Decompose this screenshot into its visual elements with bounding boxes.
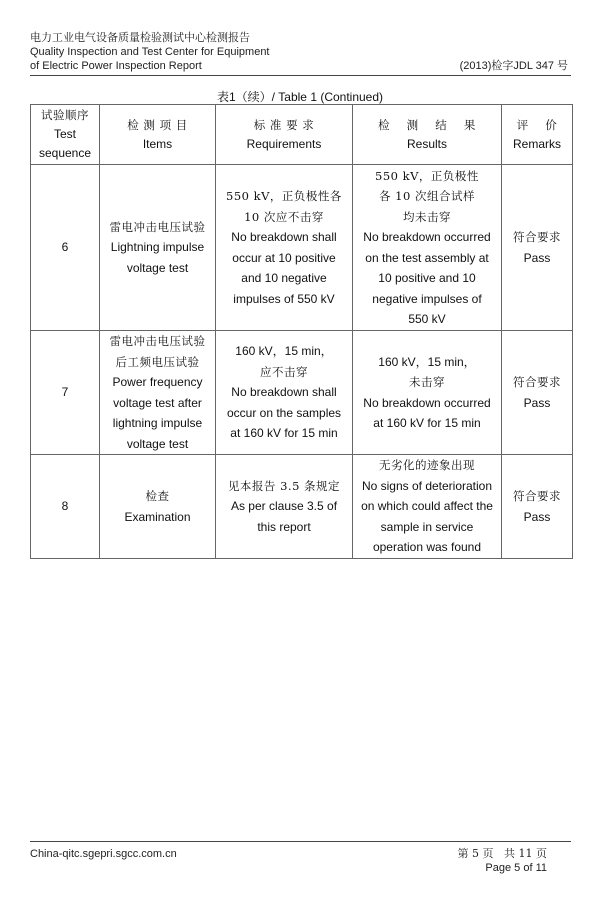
report-number: (2013)检字JDL 347 号 (459, 60, 568, 72)
row-6-result (353, 165, 502, 331)
row-8-remark-cn: 符合要求 (513, 489, 561, 503)
row-6-res-en-5: 550 kV (408, 312, 446, 326)
row-6-remark-en: Pass (523, 250, 551, 265)
row-7-result (353, 331, 502, 455)
row-8-res-en-2: on which could affect the (361, 499, 493, 514)
col-header-results-en: Results (406, 136, 447, 151)
col-header-sequence-cn: 试验顺序 (41, 108, 89, 122)
col-header-remarks (502, 105, 573, 165)
row-6-req-en-4: impulses of 550 kV (233, 291, 335, 306)
row-8-res-en-3: sample in service (380, 519, 474, 534)
row-7-res-en-2: at 160 kV for 15 min (373, 416, 481, 430)
row-6-res-cn-1: 550 kV，正负极性 (375, 168, 479, 183)
row-8-req-en-2: this report (257, 519, 311, 534)
row-7-item-en-1: Power frequency (112, 375, 203, 389)
row-6-res-en-4: negative impulses of (372, 291, 482, 306)
row-7-remark-cn: 符合要求 (513, 375, 561, 389)
row-6-res-cn-2: 各 10 次组合试样 (379, 189, 475, 203)
col-header-sequence-en-1: Test (53, 127, 76, 141)
row-8-remark-en: Pass (523, 509, 551, 524)
report-header (30, 31, 570, 73)
col-header-remarks-cn: 评 价 (516, 117, 558, 132)
row-7-sequence: 7 (31, 331, 100, 455)
row-7-res-1: 160 kV，15 min， (378, 354, 476, 369)
row-7-req-1: 160 kV，15 min， (235, 344, 333, 359)
page-number-cn: 第 5 页 共 11 页 (457, 847, 547, 860)
row-6-req-en-3: and 10 negative (241, 271, 327, 285)
table-caption: 表1（续）/ Table 1 (Continued) (216, 90, 384, 104)
header-rule (30, 75, 571, 76)
col-header-items-cn: 检 测 项 目 (127, 117, 188, 132)
col-header-sequence (31, 105, 100, 165)
row-8-res-cn: 无劣化的迹象出现 (379, 458, 475, 473)
row-6-res-en-1: No breakdown occurred (363, 230, 491, 244)
row-7-remark-en: Pass (523, 395, 551, 410)
row-6-remark-cn: 符合要求 (513, 230, 561, 244)
row-7-req-en-2: occur on the samples (226, 405, 342, 420)
col-header-items-en: Items (142, 136, 173, 151)
col-header-remarks-en: Remarks (512, 136, 561, 151)
col-header-sequence-en-2: sequence (38, 146, 92, 160)
row-7-item-cn-1: 雷电冲击电压试验 (109, 334, 206, 348)
page-number (458, 847, 547, 875)
row-6-item-en-2: voltage test (126, 260, 189, 275)
row-7-requirement (216, 331, 353, 455)
row-8-result (353, 455, 502, 559)
footer-website: China-qitc.sgepri.sgcc.com.cn (30, 848, 177, 860)
row-6-item-cn: 雷电冲击电压试验 (109, 219, 206, 234)
page-number-en: Page 5 of 11 (485, 862, 547, 874)
row-6-req-cn-2: 10 次应不击穿 (244, 209, 324, 224)
col-header-requirements-en: Requirements (246, 136, 322, 151)
col-header-results-cn: 检 测 结 果 (378, 117, 476, 132)
row-8-requirement (216, 455, 353, 559)
row-7-item (100, 331, 216, 455)
results-table (30, 104, 573, 559)
row-7-item-en-2: voltage test after (113, 395, 202, 410)
table-row (31, 455, 573, 559)
org-name-en-2: of Electric Power Inspection Report (30, 60, 202, 72)
col-header-requirements (216, 105, 353, 165)
row-7-item-cn-2: 后工频电压试验 (115, 354, 200, 369)
table-row (31, 331, 573, 455)
row-8-res-en-4: operation was found (372, 540, 482, 555)
row-8-item-en: Examination (124, 509, 191, 524)
row-7-res-en-1: No breakdown occurred (363, 395, 491, 410)
col-header-items (100, 105, 216, 165)
row-6-remark (502, 165, 573, 331)
row-8-sequence: 8 (31, 455, 100, 559)
row-8-item-cn: 检查 (145, 489, 170, 503)
row-6-req-en-2: occur at 10 positive (232, 250, 336, 265)
org-name-cn: 电力工业电气设备质量检验测试中心检测报告 (30, 31, 250, 44)
row-6-item-en-1: Lightning impulse (110, 240, 205, 255)
row-6-res-en-3: 10 positive and 10 (378, 271, 476, 285)
row-6-requirement (216, 165, 353, 331)
row-7-remark (502, 331, 573, 455)
table-row (31, 165, 573, 331)
row-8-req-en-1: As per clause 3.5 of (230, 499, 338, 514)
row-6-req-en-1: No breakdown shall (231, 230, 337, 244)
row-7-res-2: 未击穿 (409, 375, 445, 389)
row-6-res-cn-3: 均未击穿 (403, 209, 451, 224)
row-7-req-2: 应不击穿 (260, 364, 308, 379)
row-6-req-cn-1: 550 kV，正负极性各 (226, 189, 342, 203)
col-header-requirements-cn: 标 准 要 求 (253, 117, 315, 132)
org-name-en-1: Quality Inspection and Test Center for Equipment (30, 46, 270, 58)
row-6-res-en-2: on the test assembly at (365, 250, 489, 265)
row-8-item (100, 455, 216, 559)
footer-rule (30, 841, 571, 842)
row-8-req-cn: 见本报告 3.5 条规定 (227, 478, 341, 493)
row-7-item-en-3: lightning impulse (112, 416, 203, 430)
row-8-res-en-1: No signs of deterioration (361, 478, 493, 493)
row-7-req-en-1: No breakdown shall (231, 385, 337, 400)
row-6-item (100, 165, 216, 331)
col-header-results (353, 105, 502, 165)
row-7-item-en-4: voltage test (126, 436, 189, 451)
table-header-row (31, 105, 573, 165)
row-7-req-en-3: at 160 kV for 15 min (230, 426, 338, 441)
row-8-remark (502, 455, 573, 559)
row-6-sequence: 6 (31, 165, 100, 331)
